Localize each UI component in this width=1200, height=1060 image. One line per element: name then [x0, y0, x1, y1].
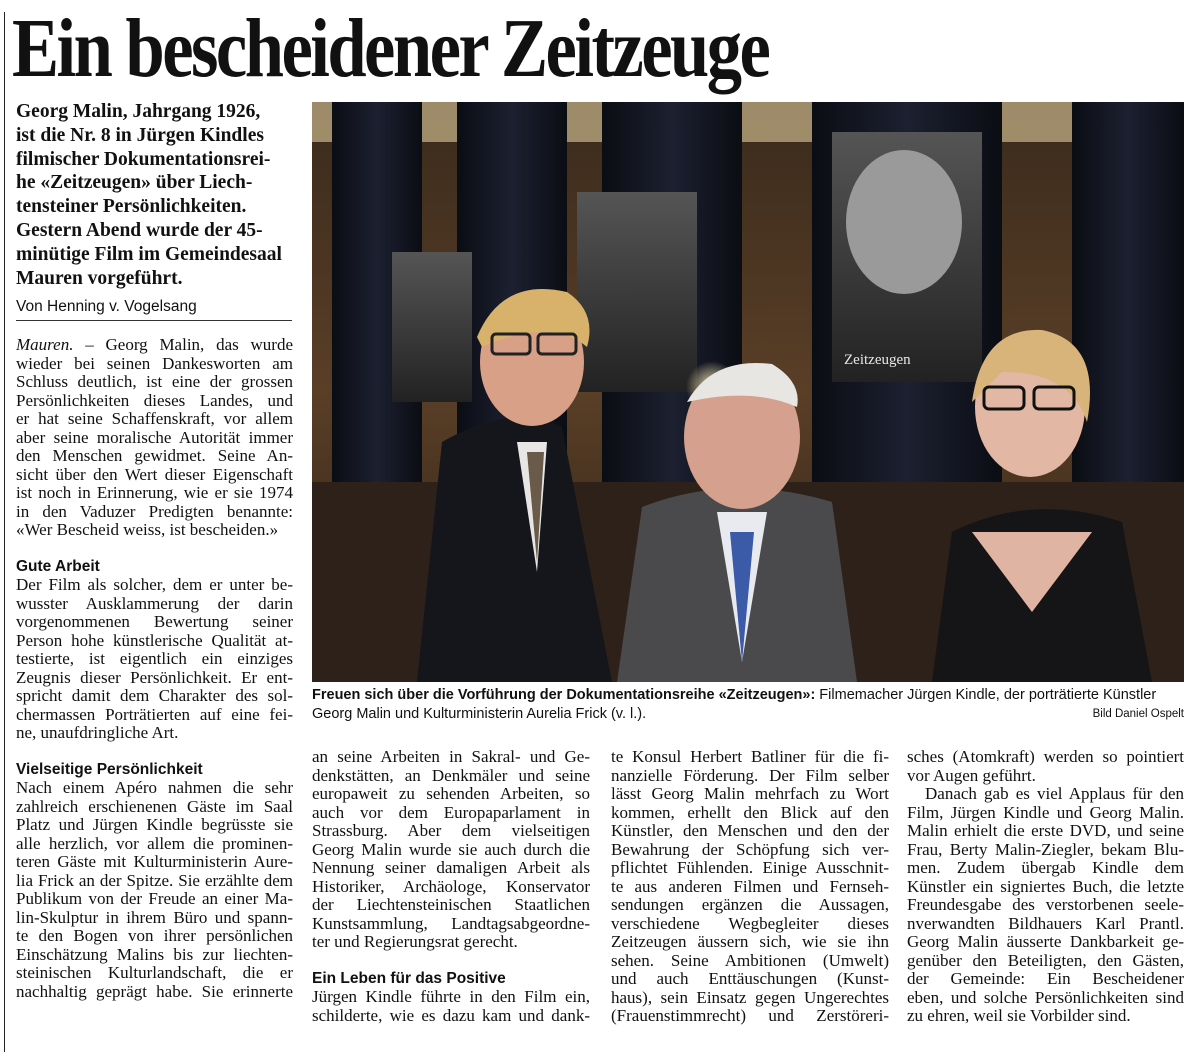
text-line: Georg Malin wurde sie auch durch die	[312, 840, 590, 859]
lead-line: Mauren vorgeführt.	[16, 267, 183, 289]
text-line: europaweit zu sehenden Arbeiten, so	[312, 785, 590, 803]
text-line: verschiedene Wegbegleiter dieses	[611, 914, 889, 933]
text-line: teren Gäste mit Kulturministerin Aure-	[16, 853, 293, 871]
text-line: men. Zudem übergab Kindle dem	[907, 859, 1184, 877]
lead-line: he «Zeitzeugen» über Liech-	[16, 172, 253, 194]
text-line: auch vor dem Europaparlament in	[312, 803, 590, 822]
body-paragraph	[611, 748, 889, 1026]
text-line: Mauren. – Georg Malin, das wurde	[16, 336, 293, 354]
text-line: spricht damit dem Charakter des sol-	[16, 687, 293, 705]
text-line: sendungen ergänzen die Aussagen,	[611, 896, 889, 914]
lead-line: tensteiner Persönlichkeiten.	[16, 196, 247, 218]
text-line: chermassen Porträtierten auf eine fei-	[16, 705, 293, 724]
body-paragraph	[312, 988, 590, 1025]
caption-bold: Freuen sich über die Vorführung der Dokumentationsreihe «Zeitzeugen»:	[312, 687, 816, 703]
article-photo	[312, 102, 1184, 682]
lead-paragraph	[16, 100, 296, 290]
text-line: vor Augen geführt.	[907, 766, 1036, 785]
body-paragraph	[907, 748, 1184, 785]
text-line: ist noch in Erinnerung, wie er sie 1974	[16, 484, 293, 502]
poster-left	[392, 252, 472, 402]
text-line: Danach gab es viel Applaus für den	[925, 785, 1184, 803]
text-line: Schluss deutlich, ist eine der grossen	[16, 373, 293, 391]
text-line: pflichtet Fühlenden. Einige Ausschnit-	[611, 859, 889, 877]
text-line: steinischen Kulturlandschaft, die er	[16, 964, 293, 982]
text-line: schilderte, wie es dazu kam und dank-	[312, 1006, 590, 1025]
text-column-1	[16, 336, 293, 1001]
subheading-vielseitige-persoenlichkeit: Vielseitige Persönlichkeit	[16, 760, 203, 778]
text-line: Kunstsammlung, Landtagsabgeordne-	[312, 914, 590, 933]
text-line: Nach einem Apéro nahmen die sehr	[16, 779, 293, 797]
text-line: Strassburg. Aber dem vielseitigen	[312, 822, 590, 840]
text-line: denkstätten, an Denkmäler und seine	[312, 766, 590, 785]
text-line: Künstler, den Menschen und den der	[611, 822, 889, 840]
text-line: genüber den Beteiligten, den Gästen,	[907, 951, 1184, 970]
lead-line: ist die Nr. 8 in Jürgen Kindles	[16, 124, 264, 146]
lead-line: minütige Film im Gemeindesaal	[16, 243, 282, 265]
text-line: «Wer Bescheid weiss, ist bescheiden.»	[16, 521, 279, 539]
text-line: aber seine moralische Autorität immer	[16, 428, 293, 447]
text-line: Zeitzeugen äussern sich, wie sie ihn	[611, 933, 889, 951]
text-line: zu ehren, weil sie Vorbilder sind.	[907, 1007, 1131, 1025]
text-column-4	[907, 748, 1184, 1026]
text-line: Jürgen Kindle führte in den Film ein,	[312, 988, 590, 1006]
text-line: Malin erhielt die erste DVD, und seine	[907, 822, 1184, 840]
photo-caption	[312, 686, 1184, 724]
body-paragraph	[16, 336, 293, 540]
text-line: eben, und solche Persönlichkeiten sind	[907, 988, 1184, 1007]
text-line: Nennung seiner damaligen Arbeit als	[312, 859, 590, 877]
text-line: an seine Arbeiten in Sakral- und Ge-	[312, 748, 590, 766]
text-line: Freundesgabe des verstorbenen seele-	[907, 896, 1184, 914]
text-line: Publikum von der Freude an einer Ma-	[16, 890, 293, 908]
text-line: haus), sein Einsatz gegen Ungerechtes	[611, 988, 889, 1007]
text-line: Georg Malin äusserte Dankbarkeit ge-	[907, 933, 1184, 951]
text-line: nverwandten Bildhauers Karl Prantl.	[907, 914, 1184, 933]
text-line: in den Vaduzer Predigten benannte:	[16, 502, 293, 521]
text-line: sicht über den Wert dieser Eigenschaft	[16, 465, 293, 484]
text-line: Persönlichkeiten dieses Landes, und	[16, 391, 293, 410]
text-line: (Frauenstimmrecht) und Zerstöreri-	[611, 1007, 889, 1025]
text-column-2	[312, 748, 590, 1025]
photo-credit: Bild Daniel Ospelt	[1092, 708, 1184, 720]
text-line: nachhaltig geprägt habe. Sie erinnerte	[16, 982, 293, 1001]
text-line: Film, Jürgen Kindle und Georg Malin.	[907, 803, 1184, 822]
text-line: vorgenommenen Bewertung seiner	[16, 613, 293, 631]
text-line: wieder bei seinen Dankesworten am	[16, 354, 293, 373]
text-line: Künstler ein signiertes Buch, die letzte	[907, 877, 1184, 896]
text-line: Der Film als solcher, dem er unter be-	[16, 576, 293, 594]
caption-text: Filmemacher Jürgen Kindle, der porträtierte Künstler Georg Malin und Kulturministerin Aurelia Frick (v. l.).	[312, 687, 1157, 722]
text-line: sches (Atomkraft) werden so pointiert	[907, 748, 1184, 766]
text-line: te den Bogen von ihrer persönlichen	[16, 927, 293, 945]
text-line: Historiker, Archäologe, Konservator	[312, 877, 590, 896]
text-line: nanzielle Förderung. Der Film selber	[611, 766, 889, 785]
lead-line: Georg Malin, Jahrgang 1926,	[16, 101, 261, 122]
text-line: lia Frick an der Spitze. Sie erzählte dem	[16, 871, 293, 890]
text-line: Bewahrung der Schöpfung sich ver-	[611, 840, 889, 859]
text-line: Person hohe künstlerische Qualität at-	[16, 631, 293, 650]
body-paragraph	[16, 779, 293, 1001]
lead-line: filmischer Dokumentationsrei-	[16, 148, 271, 170]
text-line: Einschätzung Malins bis zur liechten-	[16, 945, 293, 964]
text-line: testierte, ist eigentlich ein einziges	[16, 650, 293, 668]
body-paragraph	[16, 576, 293, 743]
text-line: te aus anderen Filmen und Fernseh-	[611, 877, 889, 896]
text-line: Zeugnis dieser Persönlichkeit. Er ent-	[16, 668, 293, 687]
text-line: kommen, erhellt den Blick auf den	[611, 803, 889, 822]
text-line: zahlreich erschienenen Gäste im Saal	[16, 797, 293, 816]
text-line: er hat seine Schaffenskraft, vor allem	[16, 410, 293, 428]
text-line: alle herzlich, vor allem die prominen-	[16, 834, 293, 853]
subheading-gute-arbeit: Gute Arbeit	[16, 557, 100, 575]
text-line: der Gemeinde: Ein Bescheidener	[907, 970, 1184, 988]
photo-illustration	[312, 102, 1184, 682]
text-line: sehen. Seine Ambitionen (Umwelt)	[611, 951, 889, 970]
byline: Von Henning v. Vogelsang	[16, 298, 292, 321]
body-paragraph	[312, 748, 590, 952]
left-column-rule	[4, 12, 5, 1052]
text-line: lin-Skulptur in ihrem Büro und spann-	[16, 908, 293, 927]
text-line: wusster Ausklammerung der darin	[16, 594, 293, 613]
text-line: ne, unaufdringliche Art.	[16, 724, 179, 742]
text-line: der Liechtensteinischen Staatlichen	[312, 896, 590, 914]
text-column-3	[611, 748, 889, 1026]
poster-label: Zeitzeugen	[844, 352, 911, 368]
poster-middle	[577, 192, 697, 392]
headline: Ein bescheidener Zeitzeuge	[12, 2, 769, 95]
subheading-ein-leben: Ein Leben für das Positive	[312, 969, 506, 987]
text-line: ter und Regierungsrat gerecht.	[312, 933, 518, 951]
text-line: den Menschen gewidmet. Seine An-	[16, 447, 293, 465]
lead-line: Gestern Abend wurde der 45-	[16, 219, 263, 241]
body-paragraph	[907, 785, 1184, 1026]
text-line: Frau, Berty Malin-Ziegler, bekam Blu-	[907, 840, 1184, 859]
text-line: Platz und Jürgen Kindle begrüsste sie	[16, 816, 293, 834]
text-line: und auch Enttäuschungen (Kunst-	[611, 970, 889, 988]
text-line: te Konsul Herbert Batliner für die fi-	[611, 748, 889, 766]
text-line: lässt Georg Malin mehrfach zu Wort	[611, 785, 889, 803]
